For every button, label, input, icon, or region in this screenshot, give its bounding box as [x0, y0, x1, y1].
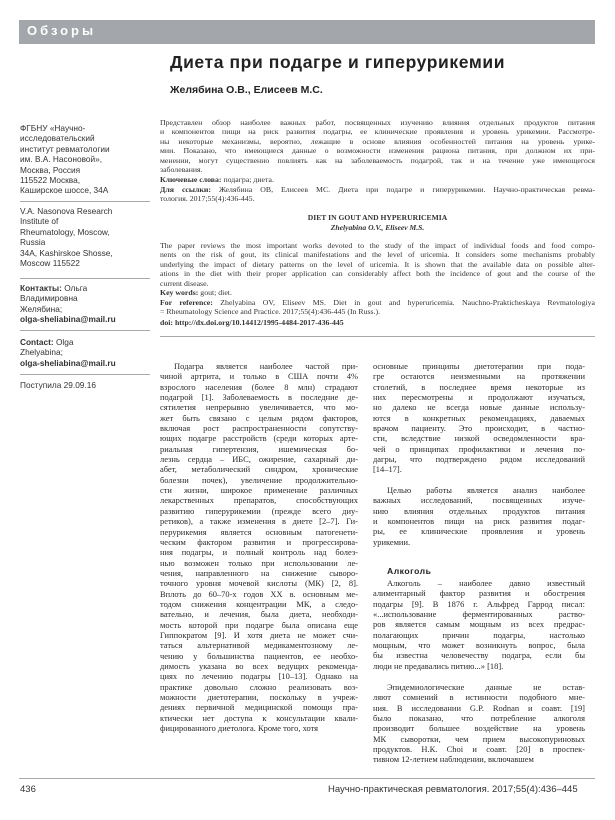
body-text-line: мость которой при подагре была описана еще [160, 619, 358, 630]
body-text-line: таться альтернативой медикаментозному ле- [160, 640, 358, 651]
affiliation-line: 115522 Москва, [20, 175, 81, 186]
abstract-line: мии. Показано, что имеющиеся данные о возможности изменения рациона питания, при должном их при- [160, 146, 595, 156]
body-text-line: основные принципы диетотерапии при пода- [373, 361, 585, 371]
affiliation-line: 34A, Kashirskoe Shosse, [20, 247, 113, 258]
body-text-line: ния подагры, и полный контроль над болез- [160, 547, 358, 558]
authors-en: Zhelyabina O.V., Eliseev M.S. [330, 223, 425, 232]
contact-name-part: Olga [53, 337, 74, 347]
body-text-line: циях по лечению подагры [10–13]. Однако на [160, 671, 358, 682]
body-text-line: ются в конкретных рекомендациях, даваемых [373, 412, 585, 423]
affiliation-line: исследовательский [20, 133, 95, 144]
title-en: DIET IN GOUT AND HYPERURICEMIA [307, 213, 448, 222]
page-number: 436 [20, 784, 36, 795]
footer-divider [19, 778, 595, 779]
body-text-line: включая рост распространенности сопутству- [160, 423, 358, 434]
body-text-line: но далеко не всегда новые данные использу- [373, 402, 585, 413]
abstract-line: ations in the diet with their proper application can considerably affect both the incidence of gout and the course of the [160, 269, 595, 279]
section-heading-alcohol: Алкоголь [387, 566, 432, 576]
section-label: Обзоры [27, 23, 97, 38]
body-text-line: дагры, что подтверждено рядом исследований [373, 454, 585, 465]
body-text-line: дениях первичной медицинской помощи пра- [160, 702, 358, 713]
body-text-line: гре остаются неизменными на протяжении [373, 371, 585, 382]
keywords-en [160, 288, 595, 297]
body-text-line: мощным, что может возникнуть вопрос, была [373, 640, 585, 651]
body-text-line: ктически нет доступа к консультации квали- [160, 712, 358, 723]
abstract-ru [160, 118, 595, 174]
body-text-line: подагры [9]. В 1876 г. Альфред Гаррод писал: [373, 598, 585, 609]
body-text-line: бы известна человечеству подагра, если бы [373, 650, 585, 661]
body-text-line: урикемии. [373, 536, 411, 547]
affiliation-ru [20, 123, 150, 196]
keywords-value: подагра; диета. [221, 175, 274, 184]
section-header-bar [19, 20, 595, 44]
body-column-right-a [373, 361, 585, 475]
body-text-line: ческим фактором развития и прогрессирова- [160, 536, 358, 547]
body-text-line: «...использование ферментированных раство- [373, 609, 585, 620]
body-text-line: точного уровня мочевой кислоты (МК) [2, 8]. [160, 578, 358, 589]
body-text-line: ния. В исследовании G.P. Rodnan и соавт. [19] [373, 702, 585, 713]
body-text-line: МК сыворотки, чем прием высокопуриновых [373, 733, 585, 744]
body-text-line: чения, направленного на снижение сыворо- [160, 567, 358, 578]
body-column-right-d [373, 682, 585, 765]
contact-name-part: Желябина; [20, 303, 63, 314]
body-text-line: чей о принципах профилактики и лечения по- [373, 443, 585, 454]
affiliation-line: Каширское шоссе, 34А [20, 185, 109, 196]
body-text-line: Вплоть до 60–70-х годов ХХ в. основным ме- [160, 588, 358, 599]
contact-name-part: Zhelyabina; [20, 347, 63, 358]
body-text-line: ров является самым мощным из всех предрас- [373, 619, 585, 630]
body-text-line: Целью работы является анализ наиболее [387, 485, 585, 495]
abstract-en [160, 241, 595, 288]
abstract-line: и компонентов пищи на риск развития подагры, ее клинические проявления и уровень урикемии. Рассмотре- [160, 127, 595, 137]
keywords-ru [160, 175, 595, 184]
body-text-line: вательно, и лечения, была диета, необходи- [160, 609, 358, 620]
body-text-line: сти, вследствие низкой осведомленности вра- [373, 433, 585, 444]
body-text-line: алиментарный фактор развития и обострения [373, 588, 585, 599]
citation-text: Zhelyabina OV, Eliseev MS. Diet in gout and hyperuricemia. Nauchno-Prakticheskaya Revmatologiya [212, 298, 596, 307]
body-text-line: лезнь сердца – ИБС, ожирение, сахарный ди- [160, 454, 358, 465]
doi-link[interactable]: doi: http://dx.doi.org/10.14412/1995-4484-2017-436-445 [160, 318, 344, 327]
body-text-line: подагрой [1]. Заболеваемость в последние де- [160, 392, 358, 403]
contacts-label: Contact: [20, 337, 54, 347]
divider [20, 330, 150, 331]
affiliation-line: ФГБНУ «Научно- [20, 123, 86, 133]
article-title: Диета при подагре и гиперурикемии [170, 52, 506, 72]
contacts-label: Контакты: [20, 283, 62, 293]
citation-text: тология. 2017;55(4):436-445. [160, 194, 255, 204]
abstract-line: ны некоторые механизмы, вероятно, лежащие в основе влияния особенностей питания на уровень урике- [160, 136, 595, 146]
affiliation-line: им. В.А. Насоновой», [20, 154, 103, 165]
citation-label: Для ссылки: [160, 185, 211, 194]
abstract-line: заболевания. [160, 165, 203, 175]
body-text-line: чиной артрита, и только в США почти 4% [160, 371, 358, 382]
body-text-line: продуктов. Н.К. Choi и соавт. [20] в проспек- [373, 744, 585, 755]
body-text-line: Гиппократом [9]. И хотя диета не может счи- [160, 629, 358, 640]
body-text-line: риальная гипертензия, ишемическая бо- [160, 443, 358, 454]
affiliation-line: Rheumatology, Moscow, [20, 226, 110, 237]
body-column-left [160, 361, 358, 733]
body-text-line: фицированного диетолога. Кроме того, хотя [160, 723, 319, 734]
contact-name-part: Владимировна [20, 293, 78, 304]
body-column-right-b [373, 485, 585, 547]
contact-name-part: Ольга [61, 283, 88, 293]
body-text-line: [14–17]. [373, 464, 402, 475]
body-text-line: важных исследований, посвященных изуче- [373, 495, 585, 506]
contacts-en [20, 337, 150, 368]
abstract-line: The paper reviews the most important works devoted to the study of the impact of individual foods and food compo- [160, 241, 595, 250]
body-text-line: Эпидемиологические данные не остав- [387, 682, 585, 692]
abstract-line: менении, могут существенно повлиять как на заболеваемость подагрой, так и на течение уже имеющегося [160, 155, 595, 165]
citation-en [160, 298, 595, 317]
body-text-line: ющих подагре расстройств (среди которых арте- [160, 433, 358, 444]
body-text-line: развитию гиперурикемии (прежде всего диу- [160, 505, 358, 516]
body-text-line: люди не предавались питию...» [18]. [373, 660, 504, 671]
divider [20, 374, 150, 375]
body-text-line: тодом снижения концентрации МК, а следо- [160, 598, 358, 609]
abstract-line: Представлен обзор наиболее важных работ, посвященных изучению влияния отдельных продуктов питания [160, 118, 595, 127]
body-text-line: столетий, в последнее время некоторые из [373, 381, 585, 392]
body-text-line: ретиков), а также изменения в диете [2–7]. Ги- [160, 516, 358, 527]
body-text-line: болезни почек), увеличение продолжительно- [160, 474, 358, 485]
divider [20, 278, 150, 279]
body-text-line: них пересмотрены и продолжают изучаться, [373, 392, 585, 403]
keywords-label: Key words: [160, 288, 199, 297]
body-text-line: производит большее воздействие на уровень [373, 723, 585, 734]
body-text-line: практике довольно сложно реализовать воз- [160, 681, 358, 692]
body-text-line: димость указана во всех ведущих рекоменда- [160, 660, 358, 671]
citation-text: = Rheumatology Science and Practice. 2017;55(4):436-445 (In Russ.). [160, 307, 381, 317]
abstract-line: underlying the impact of dietary patterns on the level of uricemia. It is shown that the available data on possible alter- [160, 259, 595, 269]
body-text-line: сятилетия непрерывно увеличивается, что мо- [160, 402, 358, 413]
body-text-line: тивном 12-летнем наблюдении, включавшем [373, 754, 534, 765]
affiliation-line: Москва, Россия [20, 164, 81, 175]
journal-citation: Научно-практическая ревматология. 2017;55(4):436–445 [328, 784, 578, 795]
divider [20, 201, 150, 202]
body-text-line: взрослого населения (более 8 млн) страдают [160, 381, 358, 392]
body-text-line: нию влияния отдельных продуктов питания [373, 505, 585, 516]
body-text-line: Алкоголь – наиболее давно известный [387, 578, 585, 588]
affiliation-line: V.A. Nasonova Research [20, 206, 113, 216]
body-text-line: сти жизни, широкое применение различных [160, 485, 358, 496]
body-text-line: и компонентов пищи на риск развития подаг- [373, 516, 585, 527]
body-text-line: врачом пациенту. Это происходит, в частно- [373, 423, 585, 434]
affiliation-line: институт ревматологии [20, 143, 110, 154]
body-column-right-c [373, 578, 585, 671]
keywords-value: gout; diet. [198, 288, 232, 297]
body-text-line: ляют сомнений в истинности подобного мне- [373, 692, 585, 703]
body-text-line: лекарственных препаратов, способствующих [160, 495, 358, 506]
body-text-line: нью возможен только при использовании ле- [160, 557, 358, 568]
contact-email-link[interactable]: olga-sheliabina@mail.ru [20, 357, 116, 368]
body-text-line: Подагра является наиболее частой при- [174, 361, 358, 371]
body-text-line: можности диетотерапии, поскольку в учреж- [160, 692, 358, 702]
affiliation-en [20, 206, 150, 268]
citation-text: Желябина ОВ, Елисеев МС. Диета при подагре и гиперурикемии. Научно-практическая ревма- [210, 185, 595, 194]
body-text-line: полагающих причин подагры, настолько [373, 629, 585, 640]
affiliation-line: Moscow 115522 [20, 258, 80, 269]
abstract-line: current disease. [160, 278, 209, 288]
received-date: Поступила 29.09.16 [20, 380, 96, 390]
body-text-line: перурикемия является основным патогенети- [160, 526, 358, 537]
body-text-line: чению у большинства пациентов, ее необхо- [160, 650, 358, 661]
citation-label: For reference: [160, 298, 213, 307]
body-text-line: было показано, что потребление алкоголя [373, 713, 585, 724]
article-authors: Желябина О.В., Елисеев М.С. [170, 84, 323, 96]
affiliation-line: Russia [20, 237, 46, 248]
citation-ru [160, 185, 595, 204]
abstract-divider [160, 336, 595, 337]
abstract-line: nents on the risk of gout, its clinical manifestations and the level of uricemia. It considers some mechanisms probably [160, 250, 595, 260]
body-text-line: ры, ее клинические проявления и уровень [373, 526, 585, 537]
affiliation-line: Institute of [20, 216, 59, 227]
contact-email-link[interactable]: olga-sheliabina@mail.ru [20, 314, 116, 325]
body-text-line: жет быть связано с целым рядом факторов, [160, 412, 358, 423]
body-text-line: абет, метаболический синдром, хронические [160, 464, 358, 475]
keywords-label: Ключевые слова: [160, 175, 222, 184]
contacts-ru [20, 283, 150, 325]
